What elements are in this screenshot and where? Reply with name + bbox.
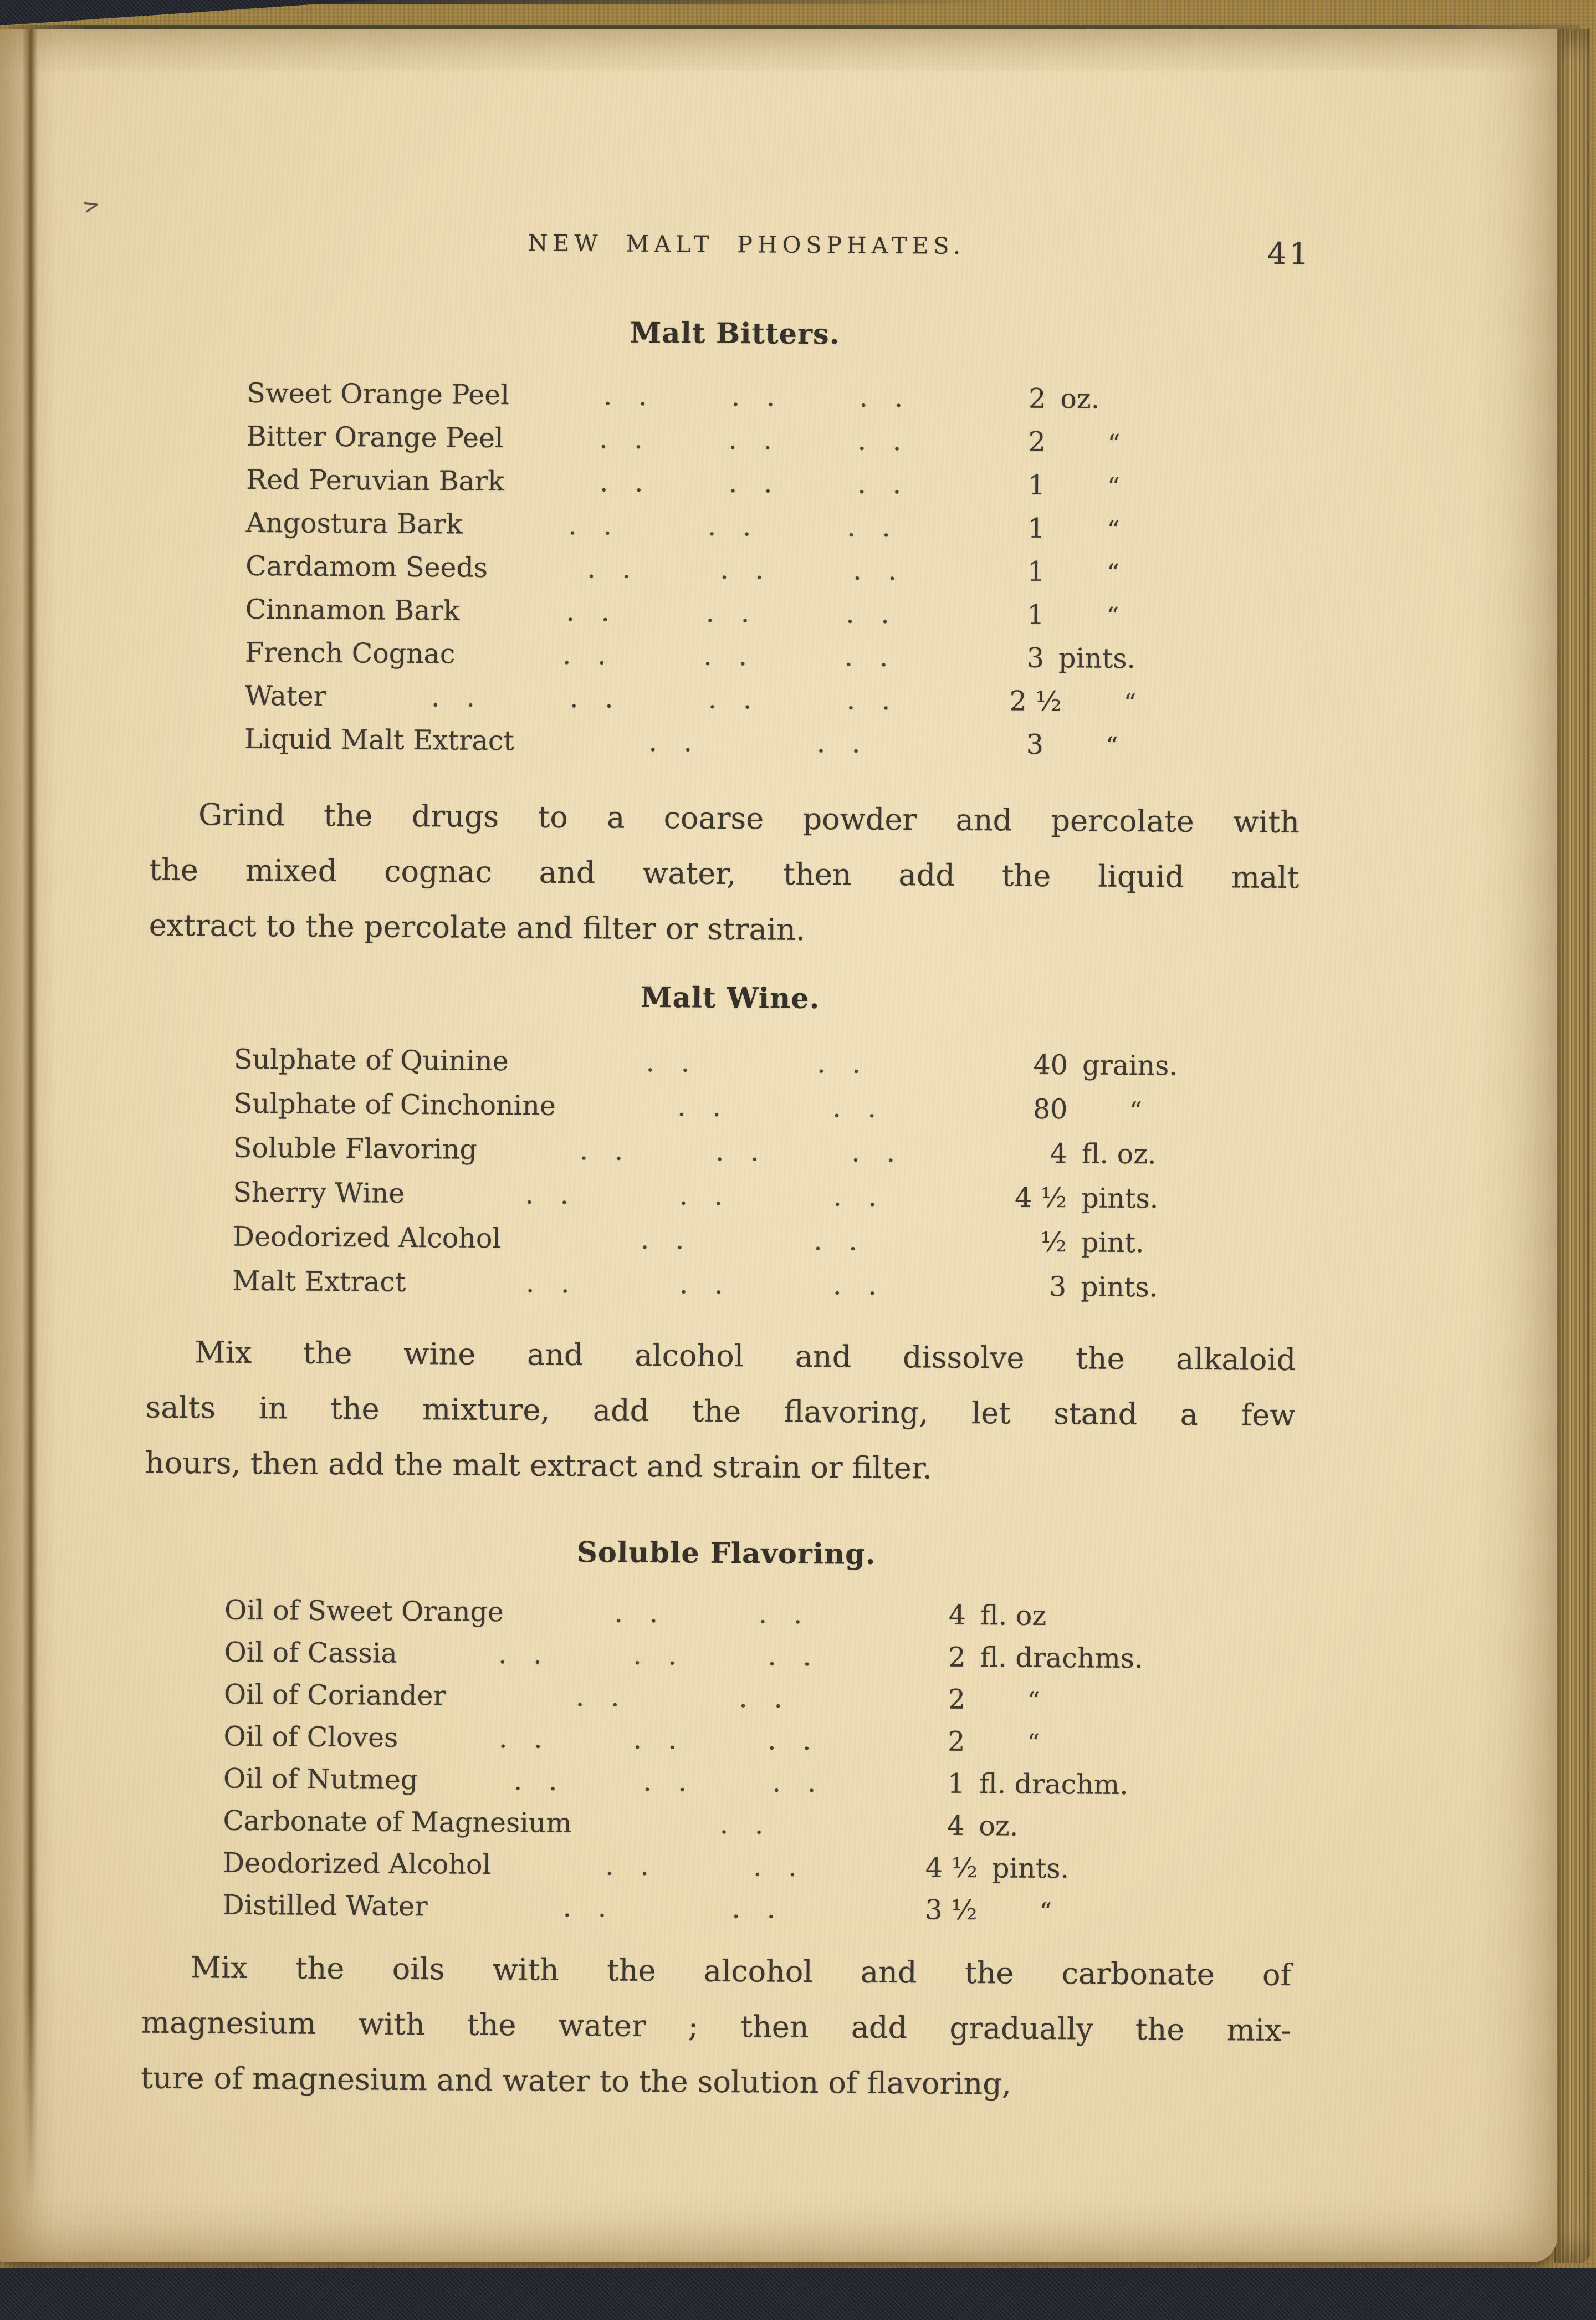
quantity-unit: “ bbox=[1107, 472, 1122, 501]
ingredient-name: French Cognac bbox=[244, 636, 456, 670]
dot-group: . . bbox=[525, 1178, 578, 1211]
dot-leader bbox=[423, 1178, 987, 1213]
quantity-number: 1 bbox=[1027, 469, 1046, 501]
quantity-unit: “ bbox=[1107, 429, 1123, 458]
ingredient-name: Cardamom Seeds bbox=[245, 550, 488, 584]
dot-group: . . bbox=[832, 1269, 886, 1301]
quantity-unit: “ bbox=[1106, 602, 1122, 631]
ingredient-row bbox=[245, 507, 1298, 558]
quantity-unit: pints. bbox=[1080, 1271, 1158, 1304]
quantity-number: 1 bbox=[1027, 555, 1045, 587]
ingredient-quantity bbox=[1011, 383, 1300, 417]
dot-group: . . bbox=[633, 1639, 686, 1672]
ingredient-quantity bbox=[925, 1894, 1264, 1928]
quantity-number: 4 ½ bbox=[1014, 1182, 1067, 1214]
quantity-unit: oz. bbox=[979, 1810, 1019, 1842]
ingredient-row bbox=[247, 421, 1300, 471]
page-content bbox=[0, 28, 1557, 2272]
dot-leader bbox=[416, 1638, 903, 1673]
dot-leader bbox=[417, 1722, 902, 1757]
ingredient-name: Malt Extract bbox=[232, 1265, 406, 1298]
dot-group: . . bbox=[768, 1640, 821, 1673]
dot-group: . . bbox=[816, 727, 869, 759]
ingredient-name: Angostura Bark bbox=[245, 507, 463, 540]
quantity-unit: “ bbox=[1107, 515, 1122, 544]
quantity-unit: “ bbox=[1027, 1729, 1042, 1757]
dot-group: . . bbox=[845, 597, 899, 630]
quantity-number: 2 bbox=[948, 1683, 966, 1715]
instruction-line: Grind the drugs to a coarse powder and percolate with bbox=[198, 797, 1300, 840]
dot-group: . . bbox=[599, 466, 652, 499]
quantity-unit: oz. bbox=[1060, 383, 1100, 415]
dot-group: . . bbox=[853, 554, 906, 587]
ingredient-row bbox=[247, 377, 1300, 428]
ingredient-list-soluble-flavoring bbox=[222, 1595, 1266, 1939]
dot-group: . . bbox=[431, 681, 484, 713]
ingredient-quantity bbox=[1012, 1049, 1290, 1082]
dot-group: . . bbox=[758, 1598, 811, 1631]
instruction-line: Mix the wine and alcohol and dissolve the alkaloid bbox=[195, 1335, 1296, 1378]
dot-leader bbox=[478, 595, 985, 630]
quantity-number: 3 ½ bbox=[925, 1894, 978, 1926]
instruction-line: the mixed cognac and water, then add the liquid malt bbox=[149, 852, 1300, 896]
ingredient-row bbox=[232, 1221, 1288, 1273]
quantity-unit: fl. drachm. bbox=[979, 1768, 1129, 1801]
dot-leader bbox=[446, 1890, 901, 1925]
dot-group: . . bbox=[728, 467, 781, 499]
dot-group: . . bbox=[847, 511, 900, 544]
dot-group: . . bbox=[846, 684, 899, 717]
dot-group: . . bbox=[732, 1893, 785, 1925]
instructions-soluble-flavoring bbox=[141, 1940, 1292, 2114]
dot-group: . . bbox=[614, 1597, 667, 1629]
dot-group: . . bbox=[772, 1766, 825, 1799]
cover-cloth-bottom bbox=[0, 2268, 1596, 2320]
dot-group: . . bbox=[719, 1808, 773, 1841]
instruction-line: ture of magnesium and water to the solution of flavoring, bbox=[140, 2060, 1012, 2102]
dot-group: . . bbox=[851, 1136, 904, 1169]
quantity-number: 1 bbox=[1027, 512, 1045, 544]
dot-group: . . bbox=[833, 1181, 886, 1213]
ingredient-name: Carbonate of Magnesium bbox=[223, 1805, 572, 1839]
dot-leader bbox=[481, 509, 986, 544]
instructions-malt-bitters bbox=[149, 787, 1300, 961]
ingredient-name: Red Peruvian Bark bbox=[246, 463, 505, 498]
ingredient-quantity bbox=[927, 1684, 1266, 1718]
dot-group: . . bbox=[708, 683, 761, 716]
ingredient-name: Sweet Orange Peel bbox=[247, 377, 510, 411]
dot-group: . . bbox=[859, 381, 912, 414]
quantity-unit: pints. bbox=[991, 1852, 1070, 1885]
page-paper bbox=[0, 29, 1557, 2262]
ingredient-list-malt-bitters bbox=[244, 377, 1300, 774]
ingredient-quantity bbox=[927, 1642, 1266, 1675]
dot-group: . . bbox=[525, 1267, 579, 1300]
dot-group: . . bbox=[566, 595, 619, 628]
ingredient-name: Sulphate of Cinchonine bbox=[233, 1087, 556, 1122]
ingredient-name: Sherry Wine bbox=[233, 1176, 405, 1209]
ingredient-quantity bbox=[1011, 1271, 1288, 1304]
ingredient-quantity bbox=[1012, 1138, 1289, 1171]
ingredient-quantity bbox=[1009, 686, 1297, 719]
ingredient-row bbox=[232, 1265, 1288, 1317]
dot-group: . . bbox=[679, 1179, 732, 1212]
ingredient-row bbox=[223, 1721, 1265, 1770]
quantity-number: 4 bbox=[948, 1599, 966, 1632]
ingredient-name: Sulphate of Quinine bbox=[233, 1043, 509, 1077]
ingredient-name: Deodorized Alcohol bbox=[222, 1847, 492, 1881]
cover-cloth-top-sliver bbox=[310, 0, 1009, 4]
instruction-line: Mix the oils with the alcohol and the carbonate of bbox=[190, 1950, 1292, 1993]
stray-pencil-mark: > bbox=[80, 192, 103, 219]
ingredient-row bbox=[224, 1637, 1266, 1686]
ingredient-quantity bbox=[1009, 729, 1297, 763]
dot-leader bbox=[533, 725, 985, 760]
dot-group: . . bbox=[646, 1046, 699, 1079]
quantity-number: 80 bbox=[1032, 1093, 1068, 1126]
quantity-number: 4 ½ bbox=[925, 1852, 978, 1884]
dot-group: . . bbox=[832, 1092, 886, 1124]
ingredient-name: Oil of Nutmeg bbox=[223, 1762, 418, 1796]
ingredient-row bbox=[245, 550, 1298, 601]
running-header: NEW MALT PHOSPHATES. bbox=[528, 229, 966, 259]
quantity-number: ½ bbox=[1040, 1226, 1067, 1259]
quantity-number: 1 bbox=[947, 1767, 965, 1800]
ingredient-name: Soluble Flavoring bbox=[233, 1132, 478, 1166]
dot-group: . . bbox=[568, 509, 621, 541]
dot-group: . . bbox=[648, 725, 702, 758]
quantity-number: 3 bbox=[1026, 728, 1044, 760]
dot-leader bbox=[520, 1223, 987, 1258]
dot-group: . . bbox=[569, 682, 622, 714]
ingredient-name: Bitter Orange Peel bbox=[246, 420, 504, 454]
quantity-unit: “ bbox=[1039, 1897, 1055, 1926]
quantity-number: 40 bbox=[1033, 1049, 1068, 1081]
instruction-line: extract to the percolate and filter or strain. bbox=[149, 907, 806, 947]
dot-leader bbox=[465, 1680, 902, 1715]
dot-group: . . bbox=[817, 1047, 870, 1080]
instruction-line: hours, then add the malt extract and strain or filter. bbox=[145, 1445, 933, 1486]
instructions-malt-wine bbox=[145, 1325, 1296, 1499]
dot-leader bbox=[528, 379, 988, 414]
dot-leader bbox=[345, 681, 985, 717]
ingredient-row bbox=[224, 1679, 1266, 1728]
quantity-unit: “ bbox=[1123, 688, 1139, 718]
dot-leader bbox=[437, 1764, 902, 1799]
quantity-unit: “ bbox=[1027, 1687, 1042, 1715]
dot-group: . . bbox=[753, 1851, 806, 1883]
dot-leader bbox=[496, 1134, 988, 1169]
dot-leader bbox=[474, 638, 985, 673]
page-stack-fore-edge bbox=[1554, 29, 1590, 2263]
ingredient-row bbox=[222, 1889, 1264, 1939]
dot-group: . . bbox=[640, 1223, 693, 1256]
ingredient-name: Oil of Cassia bbox=[224, 1636, 397, 1669]
dot-leader bbox=[591, 1807, 902, 1841]
dot-leader bbox=[523, 1596, 903, 1631]
quantity-unit: “ bbox=[1105, 732, 1121, 760]
dot-group: . . bbox=[857, 425, 910, 457]
ingredient-row bbox=[223, 1847, 1265, 1897]
ingredient-name: Oil of Coriander bbox=[223, 1678, 447, 1712]
dot-leader bbox=[527, 1045, 988, 1080]
ingredient-name: Distilled Water bbox=[222, 1889, 428, 1923]
ingredient-row bbox=[244, 680, 1297, 730]
dot-group: . . bbox=[677, 1091, 730, 1123]
ingredient-row bbox=[245, 637, 1298, 687]
ingredient-name: Deodorized Alcohol bbox=[232, 1220, 502, 1255]
dot-group: . . bbox=[498, 1638, 551, 1670]
ingredient-quantity bbox=[925, 1810, 1265, 1844]
instruction-line: magnesium with the water ; then add gradually the mix- bbox=[141, 2005, 1292, 2048]
dot-group: . . bbox=[642, 1765, 696, 1798]
page-number: 41 bbox=[1267, 236, 1312, 272]
ingredient-row bbox=[234, 1044, 1290, 1095]
ingredient-quantity bbox=[1011, 469, 1299, 503]
quantity-number: 2 bbox=[1028, 382, 1046, 415]
quantity-unit: pints. bbox=[1058, 642, 1136, 675]
dot-leader bbox=[424, 1266, 986, 1302]
ingredient-quantity bbox=[1011, 1182, 1288, 1215]
ingredient-quantity bbox=[1010, 642, 1298, 676]
dot-leader bbox=[522, 422, 987, 457]
quantity-number: 2 bbox=[948, 1725, 965, 1757]
ingredient-row bbox=[233, 1088, 1290, 1139]
section-heading-malt-bitters: Malt Bitters. bbox=[630, 316, 840, 351]
dot-group: . . bbox=[728, 423, 781, 456]
ingredient-name: Oil of Sweet Orange bbox=[224, 1594, 504, 1628]
quantity-number: 1 bbox=[1027, 599, 1045, 631]
dot-leader bbox=[507, 552, 986, 587]
quantity-number: 4 bbox=[947, 1810, 965, 1842]
dot-group: . . bbox=[603, 380, 656, 412]
dot-group: . . bbox=[562, 638, 615, 671]
dot-leader bbox=[510, 1849, 901, 1883]
quantity-number: 3 bbox=[1026, 642, 1045, 674]
ingredient-quantity bbox=[1012, 1093, 1289, 1127]
dot-group: . . bbox=[598, 423, 652, 455]
quantity-number: 3 bbox=[1048, 1271, 1067, 1303]
dot-group: . . bbox=[739, 1682, 792, 1714]
dot-group: . . bbox=[767, 1724, 820, 1757]
quantity-unit: fl. drachms. bbox=[980, 1642, 1143, 1675]
dot-group: . . bbox=[707, 510, 760, 543]
dot-group: . . bbox=[633, 1723, 686, 1756]
ingredient-quantity bbox=[1010, 599, 1298, 633]
dot-group: . . bbox=[703, 640, 756, 672]
quantity-number: 2 bbox=[948, 1641, 966, 1674]
quantity-unit: fl. oz bbox=[980, 1600, 1047, 1632]
ingredient-quantity bbox=[1011, 513, 1299, 546]
ingredient-row bbox=[233, 1177, 1289, 1228]
dot-group: . . bbox=[513, 1765, 566, 1797]
quantity-unit: grains. bbox=[1082, 1049, 1178, 1082]
dot-group: . . bbox=[562, 1891, 616, 1924]
ingredient-quantity bbox=[925, 1852, 1265, 1886]
instruction-line: salts in the mixture, add the flavoring, let stand a few bbox=[145, 1389, 1296, 1433]
dot-leader bbox=[523, 466, 987, 500]
dot-group: . . bbox=[575, 1681, 628, 1713]
dot-group: . . bbox=[715, 1135, 768, 1168]
ingredient-quantity bbox=[927, 1600, 1266, 1633]
dot-group: . . bbox=[720, 553, 773, 586]
ingredient-row bbox=[244, 723, 1297, 774]
quantity-unit: fl. oz. bbox=[1081, 1138, 1157, 1171]
quantity-number: 2 bbox=[1028, 426, 1046, 458]
quantity-number: 2 ½ bbox=[1009, 685, 1062, 718]
dot-group: . . bbox=[498, 1723, 551, 1755]
quantity-unit: pint. bbox=[1081, 1227, 1144, 1259]
ingredient-name: Oil of Cloves bbox=[223, 1720, 398, 1754]
dot-leader bbox=[575, 1090, 988, 1125]
ingredient-row bbox=[233, 1132, 1290, 1184]
ingredient-quantity bbox=[1011, 1227, 1288, 1260]
ingredient-name: Liquid Malt Extract bbox=[244, 723, 515, 757]
ingredient-quantity bbox=[1010, 556, 1298, 590]
dot-group: . . bbox=[731, 380, 784, 413]
ingredient-name: Water bbox=[244, 679, 327, 712]
ingredient-row bbox=[223, 1763, 1265, 1812]
quantity-unit: “ bbox=[1107, 559, 1122, 587]
dot-group: . . bbox=[605, 1849, 658, 1882]
ingredient-row bbox=[224, 1595, 1266, 1644]
quantity-number: 4 bbox=[1050, 1138, 1068, 1170]
ingredient-row bbox=[246, 464, 1299, 514]
ingredient-quantity bbox=[926, 1768, 1265, 1802]
dot-group: . . bbox=[844, 641, 897, 673]
dot-group: . . bbox=[679, 1268, 732, 1301]
dot-group: . . bbox=[587, 553, 640, 585]
dot-group: . . bbox=[814, 1225, 867, 1257]
section-heading-soluble-flavoring: Soluble Flavoring. bbox=[576, 1536, 876, 1571]
quantity-unit: “ bbox=[1129, 1097, 1145, 1126]
ingredient-row bbox=[223, 1805, 1265, 1854]
dot-group: . . bbox=[705, 596, 759, 629]
dot-group: . . bbox=[579, 1135, 632, 1167]
ingredient-quantity bbox=[926, 1726, 1265, 1760]
dot-group: . . bbox=[857, 468, 910, 500]
ingredient-list-malt-wine bbox=[232, 1044, 1290, 1317]
ingredient-quantity bbox=[1011, 426, 1300, 460]
section-heading-malt-wine: Malt Wine. bbox=[640, 980, 820, 1016]
quantity-unit: pints. bbox=[1081, 1182, 1159, 1215]
ingredient-row bbox=[245, 594, 1298, 644]
ingredient-name: Cinnamon Bark bbox=[245, 593, 460, 627]
